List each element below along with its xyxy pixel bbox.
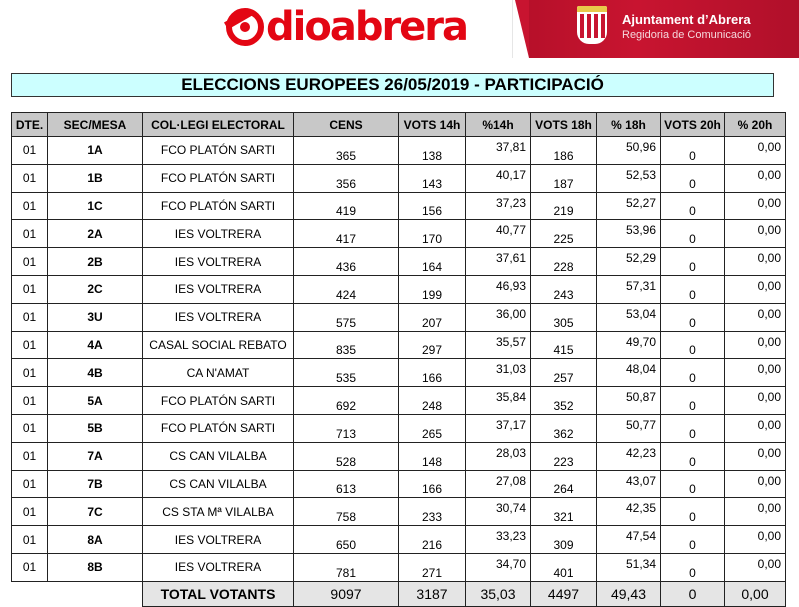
cell-pct-18h: 49,70 bbox=[597, 331, 661, 359]
cell-votes-18h: 219 bbox=[531, 192, 597, 220]
cell-pct-14h: 28,03 bbox=[466, 442, 531, 470]
cell-polling-station: IES VOLTRERA bbox=[143, 553, 294, 581]
cell-pct-20h: 0,00 bbox=[725, 526, 786, 554]
cell-pct-20h: 0,00 bbox=[725, 164, 786, 192]
column-header: VOTS 20h bbox=[661, 113, 725, 137]
total-votes-14h: 3187 bbox=[399, 581, 466, 606]
cell-votes-20h: 0 bbox=[661, 526, 725, 554]
cell-census: 692 bbox=[294, 387, 399, 415]
cell-votes-14h: 143 bbox=[399, 164, 466, 192]
cell-pct-14h: 31,03 bbox=[466, 359, 531, 387]
table-row bbox=[12, 553, 786, 581]
cell-pct-14h: 46,93 bbox=[466, 275, 531, 303]
cell-votes-18h: 309 bbox=[531, 526, 597, 554]
cell-census: 758 bbox=[294, 498, 399, 526]
cell-section-table: 1C bbox=[48, 192, 143, 220]
table-row bbox=[12, 331, 786, 359]
cell-votes-14h: 138 bbox=[399, 137, 466, 165]
table-row bbox=[12, 248, 786, 276]
cell-census: 713 bbox=[294, 414, 399, 442]
total-votes-20h: 0 bbox=[661, 581, 725, 606]
cell-census: 436 bbox=[294, 248, 399, 276]
cell-district: 01 bbox=[12, 331, 48, 359]
cell-votes-20h: 0 bbox=[661, 220, 725, 248]
cell-section-table: 1B bbox=[48, 164, 143, 192]
table-row bbox=[12, 470, 786, 498]
table-row bbox=[12, 220, 786, 248]
cell-votes-20h: 0 bbox=[661, 331, 725, 359]
cell-polling-station: IES VOLTRERA bbox=[143, 248, 294, 276]
cell-votes-14h: 233 bbox=[399, 498, 466, 526]
cell-pct-20h: 0,00 bbox=[725, 275, 786, 303]
cell-section-table: 8B bbox=[48, 553, 143, 581]
column-header: % 20h bbox=[725, 113, 786, 137]
cell-pct-20h: 0,00 bbox=[725, 387, 786, 415]
cell-pct-14h: 33,23 bbox=[466, 526, 531, 554]
cell-census: 781 bbox=[294, 553, 399, 581]
cell-district: 01 bbox=[12, 498, 48, 526]
cell-votes-20h: 0 bbox=[661, 192, 725, 220]
cell-votes-18h: 401 bbox=[531, 553, 597, 581]
cell-votes-20h: 0 bbox=[661, 303, 725, 331]
cell-census: 356 bbox=[294, 164, 399, 192]
cell-pct-18h: 50,87 bbox=[597, 387, 661, 415]
participation-table bbox=[11, 112, 786, 607]
cell-pct-14h: 35,84 bbox=[466, 387, 531, 415]
cell-section-table: 3U bbox=[48, 303, 143, 331]
column-header: SEC/MESA bbox=[48, 113, 143, 137]
cell-votes-18h: 321 bbox=[531, 498, 597, 526]
cell-district: 01 bbox=[12, 553, 48, 581]
cell-census: 417 bbox=[294, 220, 399, 248]
cell-votes-20h: 0 bbox=[661, 137, 725, 165]
cell-polling-station: IES VOLTRERA bbox=[143, 275, 294, 303]
cell-pct-18h: 43,07 bbox=[597, 470, 661, 498]
cell-pct-18h: 42,35 bbox=[597, 498, 661, 526]
cell-polling-station: CS CAN VILALBA bbox=[143, 470, 294, 498]
cell-district: 01 bbox=[12, 137, 48, 165]
cell-votes-20h: 0 bbox=[661, 164, 725, 192]
cell-polling-station: FCO PLATÓN SARTI bbox=[143, 192, 294, 220]
cell-pct-20h: 0,00 bbox=[725, 303, 786, 331]
cell-section-table: 2B bbox=[48, 248, 143, 276]
total-cens: 9097 bbox=[294, 581, 399, 606]
table-row bbox=[12, 359, 786, 387]
cell-district: 01 bbox=[12, 164, 48, 192]
cell-census: 650 bbox=[294, 526, 399, 554]
cell-district: 01 bbox=[12, 359, 48, 387]
cell-census: 365 bbox=[294, 137, 399, 165]
cell-votes-20h: 0 bbox=[661, 248, 725, 276]
cell-census: 424 bbox=[294, 275, 399, 303]
cell-polling-station: FCO PLATÓN SARTI bbox=[143, 137, 294, 165]
cell-votes-18h: 225 bbox=[531, 220, 597, 248]
cell-pct-20h: 0,00 bbox=[725, 137, 786, 165]
cell-pct-18h: 50,96 bbox=[597, 137, 661, 165]
total-pct-18h: 49,43 bbox=[597, 581, 661, 606]
cell-votes-18h: 415 bbox=[531, 331, 597, 359]
cell-votes-14h: 265 bbox=[399, 414, 466, 442]
cell-votes-18h: 362 bbox=[531, 414, 597, 442]
cell-section-table: 8A bbox=[48, 526, 143, 554]
cell-polling-station: FCO PLATÓN SARTI bbox=[143, 387, 294, 415]
column-header: DTE. bbox=[12, 113, 48, 137]
cell-polling-station: FCO PLATÓN SARTI bbox=[143, 164, 294, 192]
cell-pct-18h: 51,34 bbox=[597, 553, 661, 581]
ajuntament-banner bbox=[529, 0, 799, 58]
cell-pct-20h: 0,00 bbox=[725, 553, 786, 581]
cell-census: 835 bbox=[294, 331, 399, 359]
cell-pct-14h: 34,70 bbox=[466, 553, 531, 581]
cell-votes-14h: 156 bbox=[399, 192, 466, 220]
cell-votes-14h: 166 bbox=[399, 470, 466, 498]
cell-pct-14h: 37,81 bbox=[466, 137, 531, 165]
cell-votes-20h: 0 bbox=[661, 387, 725, 415]
cell-section-table: 2C bbox=[48, 275, 143, 303]
cell-district: 01 bbox=[12, 275, 48, 303]
total-votes-18h: 4497 bbox=[531, 581, 597, 606]
table-row bbox=[12, 137, 786, 165]
cell-votes-20h: 0 bbox=[661, 553, 725, 581]
cell-pct-18h: 52,29 bbox=[597, 248, 661, 276]
cell-census: 535 bbox=[294, 359, 399, 387]
cell-census: 613 bbox=[294, 470, 399, 498]
cell-pct-14h: 40,77 bbox=[466, 220, 531, 248]
table-row bbox=[12, 303, 786, 331]
cell-votes-14h: 166 bbox=[399, 359, 466, 387]
cell-votes-18h: 223 bbox=[531, 442, 597, 470]
cell-district: 01 bbox=[12, 220, 48, 248]
cell-polling-station: FCO PLATÓN SARTI bbox=[143, 414, 294, 442]
table-row bbox=[12, 192, 786, 220]
cell-votes-14h: 271 bbox=[399, 553, 466, 581]
column-header: COL·LEGI ELECTORAL bbox=[143, 113, 294, 137]
cell-votes-18h: 186 bbox=[531, 137, 597, 165]
cell-votes-14h: 297 bbox=[399, 331, 466, 359]
cell-pct-14h: 27,08 bbox=[466, 470, 531, 498]
cell-votes-18h: 305 bbox=[531, 303, 597, 331]
cell-pct-18h: 57,31 bbox=[597, 275, 661, 303]
cell-pct-20h: 0,00 bbox=[725, 359, 786, 387]
column-header: % 18h bbox=[597, 113, 661, 137]
cell-votes-14h: 248 bbox=[399, 387, 466, 415]
table-row bbox=[12, 498, 786, 526]
cell-polling-station: IES VOLTRERA bbox=[143, 303, 294, 331]
cell-votes-20h: 0 bbox=[661, 442, 725, 470]
cell-votes-18h: 257 bbox=[531, 359, 597, 387]
cell-pct-18h: 47,54 bbox=[597, 526, 661, 554]
cell-votes-14h: 170 bbox=[399, 220, 466, 248]
cell-district: 01 bbox=[12, 414, 48, 442]
cell-district: 01 bbox=[12, 192, 48, 220]
cell-district: 01 bbox=[12, 303, 48, 331]
table-row bbox=[12, 387, 786, 415]
cell-pct-18h: 50,77 bbox=[597, 414, 661, 442]
cell-polling-station: CASAL SOCIAL REBATO bbox=[143, 331, 294, 359]
total-row bbox=[12, 581, 786, 606]
cell-votes-20h: 0 bbox=[661, 498, 725, 526]
cell-pct-20h: 0,00 bbox=[725, 331, 786, 359]
cell-pct-20h: 0,00 bbox=[725, 220, 786, 248]
ajuntament-title: Ajuntament d’Abrera bbox=[622, 12, 751, 27]
cell-pct-14h: 37,61 bbox=[466, 248, 531, 276]
cell-pct-18h: 52,53 bbox=[597, 164, 661, 192]
cell-district: 01 bbox=[12, 526, 48, 554]
table-header-row bbox=[12, 113, 786, 137]
cell-polling-station: IES VOLTRERA bbox=[143, 220, 294, 248]
cell-votes-18h: 187 bbox=[531, 164, 597, 192]
cell-votes-18h: 243 bbox=[531, 275, 597, 303]
cell-district: 01 bbox=[12, 387, 48, 415]
cell-pct-18h: 53,04 bbox=[597, 303, 661, 331]
cell-pct-20h: 0,00 bbox=[725, 498, 786, 526]
cell-pct-14h: 40,17 bbox=[466, 164, 531, 192]
cell-pct-18h: 42,23 bbox=[597, 442, 661, 470]
cell-section-table: 2A bbox=[48, 220, 143, 248]
cell-pct-18h: 48,04 bbox=[597, 359, 661, 387]
cell-polling-station: IES VOLTRERA bbox=[143, 526, 294, 554]
table-row bbox=[12, 442, 786, 470]
cell-pct-20h: 0,00 bbox=[725, 442, 786, 470]
cell-pct-14h: 36,00 bbox=[466, 303, 531, 331]
cell-polling-station: CA N'AMAT bbox=[143, 359, 294, 387]
page-title: ELECCIONS EUROPEES 26/05/2019 - PARTICIPACIÓ bbox=[11, 73, 774, 97]
cell-census: 419 bbox=[294, 192, 399, 220]
column-header: %14h bbox=[466, 113, 531, 137]
cell-section-table: 7B bbox=[48, 470, 143, 498]
cell-section-table: 4B bbox=[48, 359, 143, 387]
cell-section-table: 5B bbox=[48, 414, 143, 442]
cell-pct-18h: 52,27 bbox=[597, 192, 661, 220]
cell-section-table: 4A bbox=[48, 331, 143, 359]
cell-census: 575 bbox=[294, 303, 399, 331]
cell-section-table: 7A bbox=[48, 442, 143, 470]
total-pct-14h: 35,03 bbox=[466, 581, 531, 606]
cell-polling-station: CS STA Mª VILALBA bbox=[143, 498, 294, 526]
cell-votes-20h: 0 bbox=[661, 414, 725, 442]
radio-logo-text: dioabrera bbox=[266, 4, 468, 50]
cell-votes-14h: 207 bbox=[399, 303, 466, 331]
column-header: CENS bbox=[294, 113, 399, 137]
cell-pct-14h: 37,17 bbox=[466, 414, 531, 442]
cell-pct-20h: 0,00 bbox=[725, 248, 786, 276]
table-row bbox=[12, 526, 786, 554]
cell-section-table: 5A bbox=[48, 387, 143, 415]
cell-votes-18h: 352 bbox=[531, 387, 597, 415]
cell-votes-20h: 0 bbox=[661, 470, 725, 498]
total-label: TOTAL VOTANTS bbox=[143, 581, 294, 606]
cell-district: 01 bbox=[12, 442, 48, 470]
cell-section-table: 7C bbox=[48, 498, 143, 526]
cell-pct-14h: 30,74 bbox=[466, 498, 531, 526]
table-row bbox=[12, 164, 786, 192]
table-row bbox=[12, 275, 786, 303]
cell-district: 01 bbox=[12, 470, 48, 498]
radio-abrera-logo bbox=[218, 0, 513, 58]
cell-district: 01 bbox=[12, 248, 48, 276]
cell-census: 528 bbox=[294, 442, 399, 470]
cell-section-table: 1A bbox=[48, 137, 143, 165]
cell-votes-14h: 148 bbox=[399, 442, 466, 470]
cell-votes-14h: 199 bbox=[399, 275, 466, 303]
column-header: VOTS 14h bbox=[399, 113, 466, 137]
cell-votes-20h: 0 bbox=[661, 275, 725, 303]
cell-votes-18h: 264 bbox=[531, 470, 597, 498]
cell-polling-station: CS CAN VILALBA bbox=[143, 442, 294, 470]
cell-pct-14h: 37,23 bbox=[466, 192, 531, 220]
cell-votes-20h: 0 bbox=[661, 359, 725, 387]
column-header: VOTS 18h bbox=[531, 113, 597, 137]
cell-votes-14h: 216 bbox=[399, 526, 466, 554]
coat-of-arms-icon bbox=[577, 6, 607, 44]
cell-pct-18h: 53,96 bbox=[597, 220, 661, 248]
table-row bbox=[12, 414, 786, 442]
total-pct-20h: 0,00 bbox=[725, 581, 786, 606]
cell-votes-14h: 164 bbox=[399, 248, 466, 276]
cell-pct-20h: 0,00 bbox=[725, 414, 786, 442]
cell-votes-18h: 228 bbox=[531, 248, 597, 276]
cell-pct-20h: 0,00 bbox=[725, 470, 786, 498]
radio-logo-icon bbox=[226, 8, 264, 46]
cell-pct-20h: 0,00 bbox=[725, 192, 786, 220]
cell-pct-14h: 35,57 bbox=[466, 331, 531, 359]
ajuntament-subtitle: Regidoria de Comunicació bbox=[622, 29, 752, 41]
